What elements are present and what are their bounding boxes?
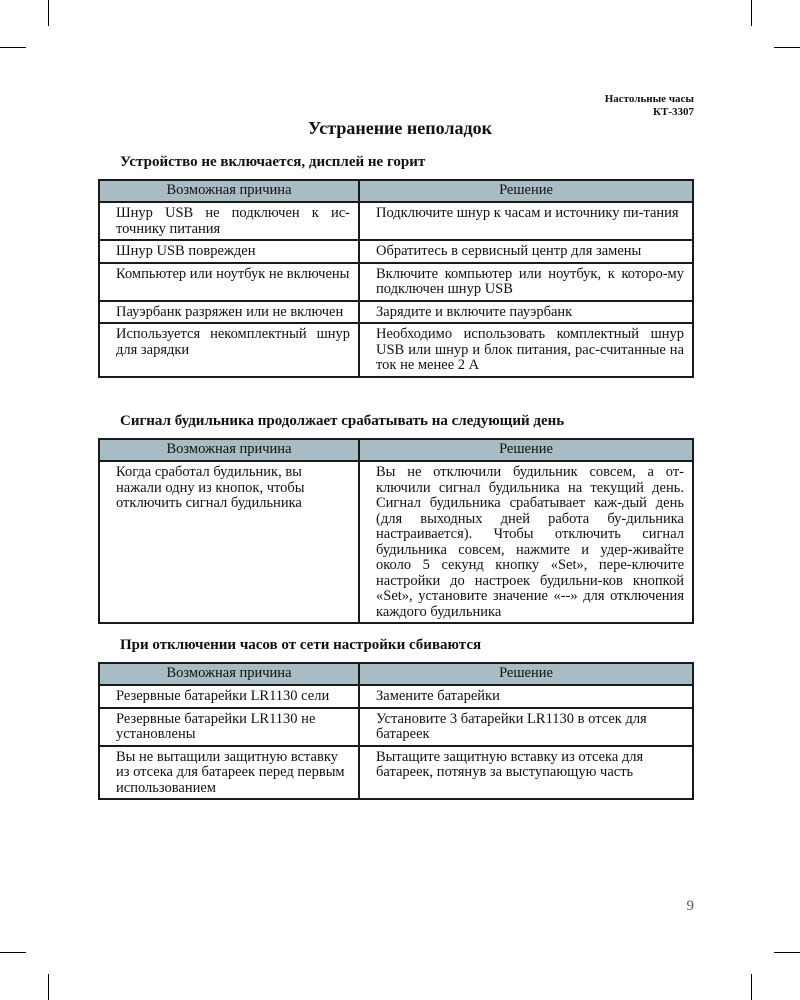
column-header-solution: Решение xyxy=(359,663,693,685)
cause-cell: Компьютер или ноутбук не включены xyxy=(99,263,359,301)
section-no-power xyxy=(98,153,694,378)
cause-cell: Используется некомплектный шнур для зарядки xyxy=(99,323,359,377)
column-header-cause: Возможная причина xyxy=(99,663,359,685)
solution-cell: Необходимо использовать комплектный шнур USB или шнур и блок питания, рас-считанные на ток не менее 2 А xyxy=(359,323,693,377)
solution-cell: Обратитесь в сервисный центр для замены xyxy=(359,240,693,263)
cause-cell: Когда сработал будильник, вы нажали одну из кнопок, чтобы отключить сигнал будильника xyxy=(99,461,359,623)
crop-mark xyxy=(0,952,26,953)
cause-cell: Пауэрбанк разряжен или не включен xyxy=(99,301,359,324)
troubleshooting-table xyxy=(98,662,694,800)
section-settings-reset xyxy=(98,636,694,800)
crop-mark xyxy=(751,0,752,26)
table-row xyxy=(99,301,693,324)
crop-mark xyxy=(774,952,800,953)
table-row xyxy=(99,323,693,377)
running-header xyxy=(605,93,694,119)
solution-cell: Установите 3 батарейки LR1130 в отсек для батареек xyxy=(359,708,693,746)
table-row xyxy=(99,685,693,708)
cause-cell: Вы не вытащили защитную вставку из отсека для батареек перед первым использованием xyxy=(99,746,359,800)
column-header-solution: Решение xyxy=(359,180,693,202)
cause-cell: Резервные батарейки LR1130 не установлены xyxy=(99,708,359,746)
cause-cell: Шнур USB поврежден xyxy=(99,240,359,263)
troubleshooting-table xyxy=(98,438,694,624)
table-header-row xyxy=(99,663,693,685)
crop-mark xyxy=(48,0,49,26)
page-title: Устранение неполадок xyxy=(308,118,492,138)
solution-cell: Замените батарейки xyxy=(359,685,693,708)
section-title: При отключении часов от сети настройки сбиваются xyxy=(120,637,482,653)
table-row xyxy=(99,240,693,263)
column-header-cause: Возможная причина xyxy=(99,180,359,202)
table-header-row xyxy=(99,180,693,202)
cause-cell: Шнур USB не подключен к ис-точнику питания xyxy=(99,202,359,240)
column-header-cause: Возможная причина xyxy=(99,439,359,461)
section-alarm-repeats xyxy=(98,412,694,624)
crop-mark xyxy=(48,974,49,1000)
table-header-row xyxy=(99,439,693,461)
page-number: 9 xyxy=(686,898,694,914)
section-title: Устройство не включается, дисплей не горит xyxy=(120,154,426,170)
solution-cell: Вы не отключили будильник совсем, а от-ключили сигнал будильника на текущий день. Сигнал будильника срабатывает каж-дый день (для выходных дней работа бу-дильника настраивается). Чтобы отключить сигнал будильника совсем, нажмите и удер-живайте около 5 секунд кнопку «Set», пере-ключите настройки до настроек будильни-ков кнопкой «Set», установите значение «--» для отключения каждого будильника xyxy=(359,461,693,623)
section-title: Сигнал будильника продолжает срабатывать на следующий день xyxy=(120,413,565,429)
solution-cell: Зарядите и включите пауэрбанк xyxy=(359,301,693,324)
table-row xyxy=(99,202,693,240)
crop-mark xyxy=(751,974,752,1000)
solution-cell: Подключите шнур к часам и источнику пи-тания xyxy=(359,202,693,240)
product-line: Настольные часы xyxy=(604,93,694,105)
table-row xyxy=(99,746,693,800)
model-number: КТ-3307 xyxy=(653,106,694,118)
table-row xyxy=(99,461,693,623)
solution-cell: Вытащите защитную вставку из отсека для батареек, потянув за выступающую часть xyxy=(359,746,693,800)
solution-cell: Включите компьютер или ноутбук, к которо-му подключен шнур USB xyxy=(359,263,693,301)
table-row xyxy=(99,263,693,301)
crop-mark xyxy=(0,47,26,48)
troubleshooting-table xyxy=(98,179,694,378)
crop-mark xyxy=(774,47,800,48)
column-header-solution: Решение xyxy=(359,439,693,461)
table-row xyxy=(99,708,693,746)
cause-cell: Резервные батарейки LR1130 сели xyxy=(99,685,359,708)
